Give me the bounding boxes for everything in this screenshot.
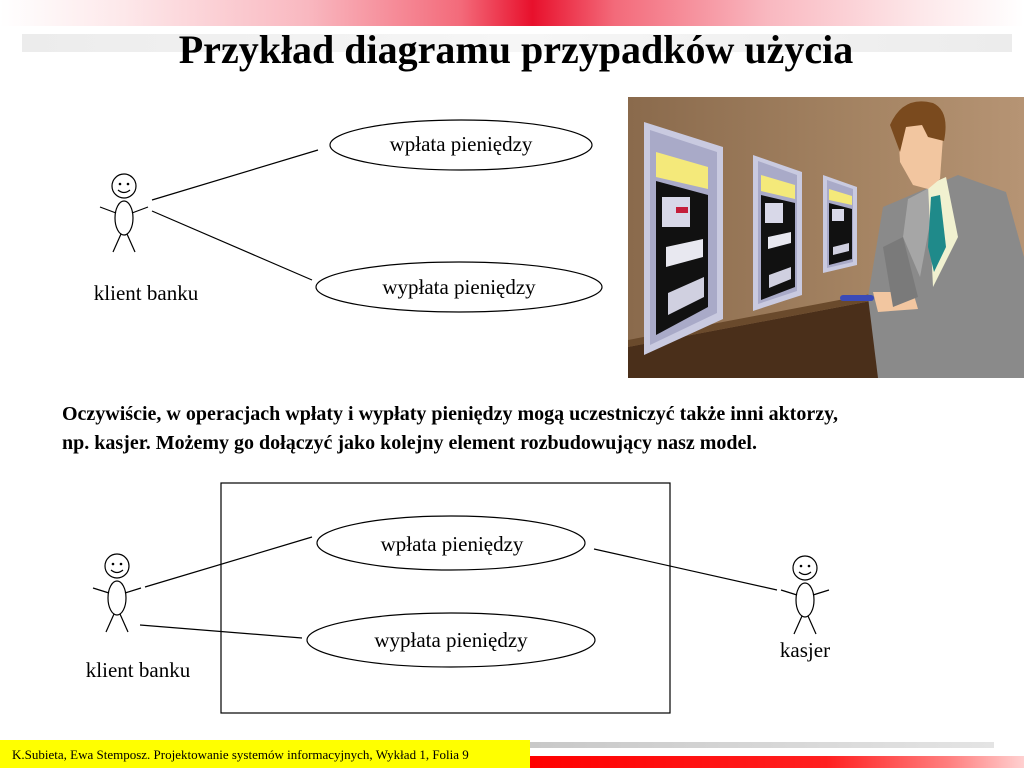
diagram1-usecase-wplata-label: wpłata pieniędzy	[389, 132, 533, 156]
atm-machine-3	[823, 175, 857, 273]
diagram2-actor-kasjer	[781, 556, 829, 634]
diagram2-usecase-wplata-label: wpłata pieniędzy	[380, 532, 524, 556]
diagram2-usecase-wyplata-label: wypłata pieniędzy	[374, 628, 528, 652]
note-paragraph	[62, 400, 1024, 458]
note-line-2: np. kasjer. Możemy go dołączyć jako kolejny element rozbudowujący nasz model.	[62, 432, 757, 454]
slide-title: Przykład diagramu przypadków użycia	[178, 27, 854, 72]
diagram1-association-wplata	[152, 150, 318, 200]
diagram1-usecase-wyplata-label: wypłata pieniędzy	[382, 275, 536, 299]
note-line-1: Oczywiście, w operacjach wpłaty i wypłaty pieniędzy mogą uczestniczyć także inni aktorzy,	[62, 403, 838, 425]
diagram1-actor-klient-banku	[100, 174, 148, 252]
diagram2-association-kasjer-wplata	[594, 549, 777, 590]
footer-text: K.Subieta, Ewa Stemposz. Projektowanie systemów informacyjnych, Wykład 1, Folia 9	[12, 747, 469, 762]
footer-red-line	[530, 756, 1024, 768]
diagram1-association-wyplata	[152, 211, 312, 280]
atm-machine-1	[644, 122, 723, 355]
diagram1-actor-label: klient banku	[93, 281, 199, 305]
atm-machine-2	[753, 155, 802, 311]
footer-grey-line	[530, 742, 994, 748]
diagram2-actor-right-label: kasjer	[779, 638, 831, 662]
diagram2-actor-left-label: klient banku	[85, 658, 191, 682]
diagram2-actor-klient-banku	[93, 554, 141, 632]
atm-customer-illustration	[628, 97, 1024, 378]
diagram2-association-klient-wplata	[145, 537, 312, 587]
